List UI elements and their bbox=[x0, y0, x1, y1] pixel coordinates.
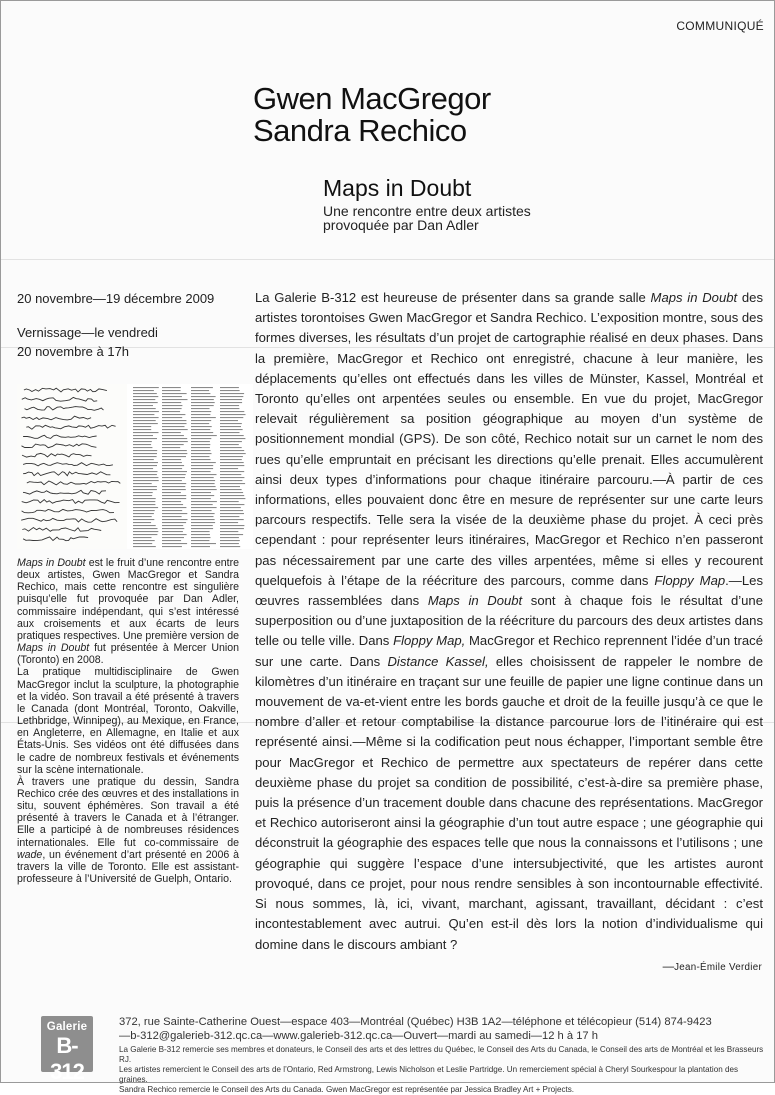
gps-data-row bbox=[191, 480, 215, 481]
gps-data-row bbox=[191, 546, 210, 547]
gps-data-row bbox=[162, 477, 185, 478]
gps-data-row bbox=[133, 498, 156, 499]
gps-data-row bbox=[162, 393, 187, 394]
gps-data-row bbox=[133, 456, 157, 457]
gps-data-row bbox=[133, 480, 159, 481]
gps-data-row bbox=[220, 498, 245, 499]
address-line: 372, rue Sainte-Catherine Ouest—espace 403—Montréal (Québec) H3B 1A2—téléphone et télécopieur (514) 874-9423 bbox=[119, 1016, 712, 1028]
gps-data-row bbox=[162, 486, 185, 487]
gps-data-row bbox=[133, 423, 158, 424]
artwork-image bbox=[17, 384, 253, 549]
gps-data-row bbox=[133, 495, 152, 496]
gps-data-row bbox=[220, 483, 245, 484]
gps-data-row bbox=[133, 432, 159, 433]
gps-data-row bbox=[191, 408, 210, 409]
gps-data-row bbox=[191, 402, 215, 403]
gps-data-row bbox=[191, 498, 211, 499]
author-name: Jean-Émile Verdier bbox=[674, 962, 762, 973]
artist-name: Gwen MacGregor bbox=[253, 81, 491, 116]
gps-data-row bbox=[220, 492, 243, 493]
gps-data-row bbox=[220, 471, 244, 472]
gps-data-row bbox=[191, 462, 216, 463]
gps-data-row bbox=[162, 531, 183, 532]
gps-data-row bbox=[162, 414, 185, 415]
gps-data-row bbox=[162, 498, 186, 499]
gps-data-row bbox=[191, 534, 210, 535]
gps-data-row bbox=[220, 390, 240, 391]
gps-data-row bbox=[191, 501, 217, 502]
gps-data-row bbox=[220, 501, 239, 502]
gps-data-row bbox=[220, 534, 243, 535]
gps-data-row bbox=[162, 450, 187, 451]
gps-data-row bbox=[133, 528, 158, 529]
text-run: est le fruit d’une rencontre entre deux artistes, Gwen MacGregor et Sandra Rechico, mais cette rencontre est singulière puisqu’elle fut provoquée par Dan Adler, commissaire indépendant, qui s’est intéressé aux croisements et aux écarts de leurs pratiques respectives. Une première version de bbox=[17, 557, 239, 642]
gps-data-row bbox=[191, 459, 211, 460]
gps-data-row bbox=[162, 525, 183, 526]
gps-data-row bbox=[220, 444, 239, 445]
gps-data-row bbox=[162, 387, 181, 388]
gps-data-row bbox=[220, 387, 239, 388]
gps-data-row bbox=[191, 435, 217, 436]
gps-data-row bbox=[162, 432, 181, 433]
gps-data-row bbox=[162, 411, 180, 412]
gps-data-row bbox=[162, 456, 186, 457]
gps-data-row bbox=[133, 468, 153, 469]
gps-data-row bbox=[162, 465, 184, 466]
gps-data-row bbox=[133, 501, 155, 502]
artist-name: Sandra Rechico bbox=[253, 113, 467, 148]
gps-data-row bbox=[191, 456, 210, 457]
gps-data-row bbox=[162, 429, 188, 430]
logo-text: Galerie bbox=[46, 1021, 88, 1033]
gps-data-row bbox=[220, 459, 242, 460]
gps-data-row bbox=[162, 489, 186, 490]
gps-data-row bbox=[220, 462, 244, 463]
gps-data-row bbox=[133, 396, 158, 397]
gps-data-row bbox=[220, 477, 244, 478]
gps-data-row bbox=[162, 390, 181, 391]
gps-data-row bbox=[220, 519, 244, 520]
gps-data-row bbox=[162, 423, 187, 424]
gps-data-row bbox=[220, 420, 238, 421]
text-run: elles choisissent de rappeler le nombre de kilomètres d’un itinéraire en traçant sur une feuille de papier une ligne continue dans un mouvement de va-et-vient entre les bords gauche et droit de la feuille jusqu’à ce que le nombre d’aller et retour comptabilise la distance parcourue lors de l’itinéraire qui est représenté ainsi.—Même si la codification peut nous échapper, l’important semble être pour MacGregor et Rechico de permettre aux spectateurs de repérer dans cette deuxième phase du projet sa condition de possibilité, c’est-à-dire sa première phase, puis la présence d’un tracement double dans chacune des représentations. MacGregor et Rechico autoriseront ainsi la géographie d’un tout autre espace ; une géographie qui déconstruit la géographie des espaces telle que nous la connaissons et l’utilisons ; une géographie qui suggère l’espace d’une intersubjectivité, que les artistes auront provoqué, dans ce projet, pour nous rendre sensibles à son incontournable effectivité. Si nous sommes, là, ici, vivant, marchant, agissant, travaillant, décidant : c’est incontestablement avec autrui. Qu’en est-il dès lors la notion d’individualisme qui domine dans le discours ambiant ? bbox=[255, 653, 763, 952]
gps-data-row bbox=[220, 435, 244, 436]
gps-data-row bbox=[191, 393, 210, 394]
gps-data-row bbox=[162, 495, 186, 496]
macgregor-bio: La pratique multidisciplinaire de Gwen MacGregor inclut la sculpture, la photographie et la vidéo. Son travail a été présenté à travers le Canada (dont Montréal, Toronto, Oakville, Lethbridge, Winnipeg), au Mexique, en France, en Angleterre, en Allemagne, en Italie et aux États-Unis. Ses vidéos ont été diffusées dans le cadre de nombreux festivals et événements sur la scène internationale. bbox=[17, 666, 239, 776]
gps-data-row bbox=[162, 447, 180, 448]
gps-data-row bbox=[191, 438, 211, 439]
gps-data-row bbox=[162, 420, 186, 421]
author-signature bbox=[663, 961, 762, 973]
gps-data-row bbox=[133, 465, 157, 466]
gps-data-row bbox=[220, 540, 240, 541]
gps-data-row bbox=[220, 528, 244, 529]
gps-data-row bbox=[220, 465, 244, 466]
gps-data-row bbox=[133, 543, 152, 544]
gps-data-row bbox=[162, 516, 182, 517]
gps-data-row bbox=[191, 387, 213, 388]
gps-data-row bbox=[220, 546, 240, 547]
text-run: .—Les œuvres rassemblées dans bbox=[255, 572, 763, 609]
vernissage-info bbox=[17, 323, 158, 361]
gps-data-row bbox=[133, 426, 151, 427]
gps-data-row bbox=[191, 450, 211, 451]
text-run: des artistes torontoises Gwen MacGregor et Sandra Rechico. L’exposition montre, sous des formes diverses, les résultats d’un projet de cartographie réalisé en deux phases. Dans la première, MacGregor et Rechico ont enregistré, chacune à leur manière, les déplacements qu’elles ont effectués dans les villes de Münster, Kassel, Montréal et Toronto qu’elles ont arpentées seules ou ensemble. En vue du projet, MacGregor relevait régulièrement sa position géographique au moyen d’un système de positionnement mondial (GPS). De son côté, Rechico notait sur un carnet le nom des rues qu’elle empruntait en précisant les directions qu’elle prenait. Elles accumulèrent ainsi deux types d’informations pour chaque itinéraire parcouru.—À partir de ces informations, elles pouvaient donc être en mesure de représenter sur une carte leurs parcours respectifs. Telle sera la visée de la deuxième phase du projet. À ceci près cependant : pour représenter leurs itinéraires, MacGregor et Rechico n’en passeront pas nécessairement par une carte des villes arpentées, même si elles y recourent quelquefois à l’étape de la réécriture des parcours, comme dans bbox=[255, 290, 763, 588]
gps-data-row bbox=[133, 483, 152, 484]
gps-data-row bbox=[220, 396, 243, 397]
acknowledgement-line: Sandra Rechico remercie le Conseil des Arts du Canada. Gwen MacGregor est représentée par Jessica Bradley Art + Projects. bbox=[119, 1085, 575, 1094]
gps-data-row bbox=[191, 471, 211, 472]
contact-line: —b-312@galerieb-312.qc.ca—www.galerieb-312.qc.ca—Ouvert—mardi au samedi—12 h à 17 h bbox=[119, 1030, 598, 1042]
gps-data-row bbox=[133, 516, 152, 517]
gps-data-row bbox=[162, 468, 182, 469]
gps-data-row bbox=[191, 441, 210, 442]
work-title: Maps in Doubt bbox=[17, 642, 90, 655]
gps-data-row bbox=[133, 393, 157, 394]
gps-data-row bbox=[133, 489, 157, 490]
gps-data-row bbox=[191, 519, 215, 520]
exhibition-title: Maps in Doubt bbox=[323, 175, 472, 201]
work-title: Maps in Doubt bbox=[17, 557, 86, 569]
gps-data-row bbox=[162, 480, 182, 481]
gps-data-row bbox=[133, 441, 152, 442]
gps-data-row bbox=[133, 525, 156, 526]
gps-data-row bbox=[220, 516, 239, 517]
gps-data-row bbox=[220, 423, 242, 424]
document-type-label: COMMUNIQUÉ bbox=[676, 19, 764, 33]
gps-data-row bbox=[191, 495, 214, 496]
acknowledgement-line: Les artistes remercient le Conseil des arts de l’Ontario, Red Armstrong, Lewis Nicholson et Leslie Partridge. Un remerciement spécial à Cheryl Sourkespour la plantation des graines. bbox=[119, 1065, 739, 1084]
gps-data-row bbox=[162, 459, 181, 460]
gps-data-row bbox=[133, 537, 152, 538]
gps-data-row bbox=[220, 429, 243, 430]
gps-data-row bbox=[191, 513, 215, 514]
main-essay bbox=[255, 288, 763, 955]
gps-data-row bbox=[191, 444, 210, 445]
work-title: Floppy Map, bbox=[393, 633, 466, 649]
gps-data-row bbox=[133, 453, 157, 454]
gps-data-row bbox=[133, 411, 159, 412]
gps-data-row bbox=[133, 444, 151, 445]
gps-data-row bbox=[133, 504, 155, 505]
gps-data-row bbox=[162, 534, 187, 535]
gps-data-row bbox=[133, 477, 158, 478]
text-run: fut présentée à Mercer Union (Toronto) en 2008. bbox=[17, 642, 239, 667]
gps-data-row bbox=[220, 543, 239, 544]
gps-data-row bbox=[220, 474, 241, 475]
gps-data-row bbox=[162, 441, 188, 442]
gps-data-row bbox=[133, 438, 157, 439]
work-title: Distance Kassel, bbox=[387, 653, 489, 669]
gps-data-row bbox=[220, 495, 244, 496]
text-run: À travers une pratique du dessin, Sandra Rechico crée des œuvres et des installations in situ, souvent éphémères. Son travail a été présenté à travers le Canada et à l’étranger. Elle a participé à de nombreuses résidences internationales. Elle fut co-commissaire de bbox=[17, 775, 239, 849]
gps-data-row bbox=[133, 447, 152, 448]
fold-line bbox=[1, 259, 774, 260]
gps-data-row bbox=[133, 492, 153, 493]
gps-data-row bbox=[220, 426, 241, 427]
acknowledgements bbox=[119, 1045, 769, 1095]
gps-data-row bbox=[162, 405, 182, 406]
gps-data-row bbox=[191, 423, 209, 424]
gps-data-row bbox=[133, 408, 156, 409]
gps-data-row bbox=[220, 441, 242, 442]
gps-data-row bbox=[162, 444, 184, 445]
gps-data-row bbox=[191, 507, 217, 508]
gps-data-row bbox=[191, 522, 215, 523]
gps-data-row bbox=[191, 477, 214, 478]
gps-data-row bbox=[191, 510, 212, 511]
gps-data-row bbox=[133, 486, 157, 487]
gps-data-row bbox=[191, 540, 209, 541]
gps-data-row bbox=[162, 483, 186, 484]
vernissage-line: 20 novembre à 17h bbox=[17, 344, 130, 359]
work-title: wade bbox=[17, 848, 43, 861]
gps-data-row bbox=[162, 471, 187, 472]
gps-data-row bbox=[133, 546, 156, 547]
gps-data-row bbox=[191, 417, 216, 418]
gps-data-row bbox=[191, 414, 210, 415]
gps-data-row bbox=[220, 432, 240, 433]
work-title: Maps in Doubt bbox=[427, 593, 523, 609]
gps-data-row bbox=[133, 522, 151, 523]
vernissage-line: Vernissage—le vendredi bbox=[17, 325, 158, 340]
gps-data-row bbox=[191, 525, 213, 526]
gps-data-row bbox=[162, 408, 182, 409]
gps-data-row bbox=[162, 402, 181, 403]
exhibition-subtitle bbox=[323, 204, 531, 232]
gps-data-row bbox=[133, 405, 153, 406]
gps-data-row bbox=[162, 438, 187, 439]
gps-data-row bbox=[220, 468, 238, 469]
gps-data-row bbox=[191, 468, 213, 469]
gps-data-row bbox=[191, 447, 210, 448]
gps-data-row bbox=[162, 435, 184, 436]
subtitle-line: Une rencontre entre deux artistes bbox=[323, 203, 531, 219]
gps-data-row bbox=[133, 399, 155, 400]
gps-data-row bbox=[191, 489, 217, 490]
gps-data-row bbox=[220, 522, 238, 523]
subtitle-line: provoquée par Dan Adler bbox=[323, 217, 479, 233]
gps-data-row bbox=[191, 543, 216, 544]
gps-data-row bbox=[191, 453, 212, 454]
gps-data-row bbox=[191, 399, 214, 400]
artist-names bbox=[253, 83, 491, 147]
gps-data-row bbox=[220, 507, 241, 508]
exhibition-dates: 20 novembre—19 décembre 2009 bbox=[17, 291, 215, 306]
gps-data-row bbox=[162, 504, 183, 505]
gps-data-row bbox=[220, 513, 244, 514]
gps-data-row bbox=[191, 486, 216, 487]
gps-data-row bbox=[191, 429, 210, 430]
gps-data-row bbox=[162, 426, 185, 427]
text-run: , un événement d’art présenté en 2006 à travers la ville de Toronto. Elle est assistant-professeure à l’Université de Guelph, Ontario. bbox=[17, 848, 239, 886]
gps-data-row bbox=[162, 546, 182, 547]
gps-data-row bbox=[191, 432, 213, 433]
gps-data-row bbox=[220, 408, 239, 409]
gps-data-row bbox=[133, 519, 154, 520]
gps-data-row bbox=[162, 519, 188, 520]
gps-data-row bbox=[220, 450, 244, 451]
gps-data-row bbox=[220, 405, 239, 406]
gps-data-row bbox=[133, 429, 151, 430]
gps-data-row bbox=[162, 513, 187, 514]
gallery-logo bbox=[41, 1016, 93, 1084]
logo-text: B-312 bbox=[50, 1033, 84, 1084]
gps-data-row bbox=[133, 471, 158, 472]
gps-data-row bbox=[133, 474, 157, 475]
gps-data-row bbox=[191, 537, 211, 538]
gps-data-row bbox=[133, 540, 155, 541]
gps-data-row bbox=[191, 516, 214, 517]
gps-data-row bbox=[220, 417, 243, 418]
gps-data-row bbox=[133, 459, 154, 460]
text-run: La Galerie B-312 est heureuse de présenter dans sa grande salle bbox=[255, 290, 651, 305]
gps-data-row bbox=[162, 474, 186, 475]
gps-data-row bbox=[162, 417, 182, 418]
gps-data-row bbox=[162, 507, 186, 508]
gps-data-row bbox=[220, 393, 244, 394]
gps-data-row bbox=[133, 390, 154, 391]
gps-data-row bbox=[220, 453, 246, 454]
gps-data-row bbox=[133, 435, 153, 436]
signature-dash: — bbox=[662, 961, 675, 973]
text-run: sont à chaque fois le résultat d’une superposition ou d’une juxtaposition de la réécriture du parcours des deux artistes dans telle ou telle ville. Dans bbox=[255, 593, 763, 649]
gps-data-row bbox=[191, 411, 211, 412]
gps-data-row bbox=[220, 414, 246, 415]
gps-data-row bbox=[191, 531, 210, 532]
gps-data-row bbox=[133, 531, 158, 532]
gps-data-row bbox=[191, 396, 216, 397]
gps-data-row bbox=[191, 390, 209, 391]
gps-data-row bbox=[162, 537, 184, 538]
gps-data-row bbox=[220, 504, 244, 505]
gps-data-row bbox=[162, 540, 181, 541]
work-title: Floppy Map bbox=[654, 572, 726, 588]
artist-bios bbox=[17, 557, 239, 885]
gps-data-row bbox=[162, 501, 181, 502]
rechico-bio bbox=[17, 776, 239, 885]
gallery-contact bbox=[119, 1015, 712, 1043]
gps-data-row bbox=[162, 528, 184, 529]
gps-data-row bbox=[162, 522, 186, 523]
gps-data-row bbox=[220, 411, 244, 412]
gps-data-row bbox=[220, 525, 244, 526]
gps-data-row bbox=[191, 483, 215, 484]
acknowledgement-line: La Galerie B-312 remercie ses membres et donateurs, le Conseil des arts et des lettres du Québec, le Conseil des Arts du Canada, le Conseil des arts de Montréal et les Brasseurs RJ. bbox=[119, 1045, 764, 1064]
gps-data-row bbox=[133, 387, 159, 388]
gps-data-row bbox=[220, 537, 239, 538]
gps-data-row bbox=[191, 528, 213, 529]
gps-data-row bbox=[162, 543, 187, 544]
gps-data-row bbox=[191, 405, 214, 406]
gps-data-row bbox=[191, 420, 211, 421]
work-title: Maps in Doubt bbox=[650, 290, 738, 305]
gps-data-row bbox=[162, 492, 181, 493]
gps-data-row bbox=[133, 462, 158, 463]
gps-data-row bbox=[191, 426, 212, 427]
text-run: MacGregor et Rechico reprennent l’idée d’un tracé sur une carte. Dans bbox=[255, 633, 763, 669]
gps-data-row bbox=[162, 510, 182, 511]
gps-data-row bbox=[220, 489, 242, 490]
gps-data-row bbox=[191, 465, 213, 466]
gps-data-row bbox=[133, 450, 157, 451]
gps-data-row bbox=[133, 534, 157, 535]
artwork-sketch-graphic bbox=[17, 384, 253, 549]
gps-data-row bbox=[220, 531, 238, 532]
gps-data-row bbox=[133, 510, 155, 511]
gps-data-row bbox=[133, 414, 154, 415]
gps-data-row bbox=[220, 486, 240, 487]
gps-data-row bbox=[133, 513, 154, 514]
gps-data-row bbox=[133, 417, 159, 418]
gps-data-row bbox=[220, 399, 242, 400]
gps-data-row bbox=[162, 453, 187, 454]
gps-data-row bbox=[220, 447, 242, 448]
gps-data-row bbox=[162, 399, 188, 400]
gps-data-row bbox=[133, 402, 158, 403]
gps-data-row bbox=[191, 492, 211, 493]
gps-data-row bbox=[220, 438, 245, 439]
gps-data-row bbox=[191, 504, 213, 505]
gps-data-row bbox=[220, 480, 242, 481]
gps-data-row bbox=[133, 507, 158, 508]
gps-data-row bbox=[220, 456, 243, 457]
gps-data-row bbox=[133, 420, 156, 421]
gps-data-row bbox=[191, 474, 217, 475]
project-intro bbox=[17, 557, 239, 666]
gps-data-row bbox=[162, 396, 182, 397]
gps-data-row bbox=[220, 510, 243, 511]
gps-data-row bbox=[220, 402, 242, 403]
gps-data-row bbox=[162, 462, 182, 463]
